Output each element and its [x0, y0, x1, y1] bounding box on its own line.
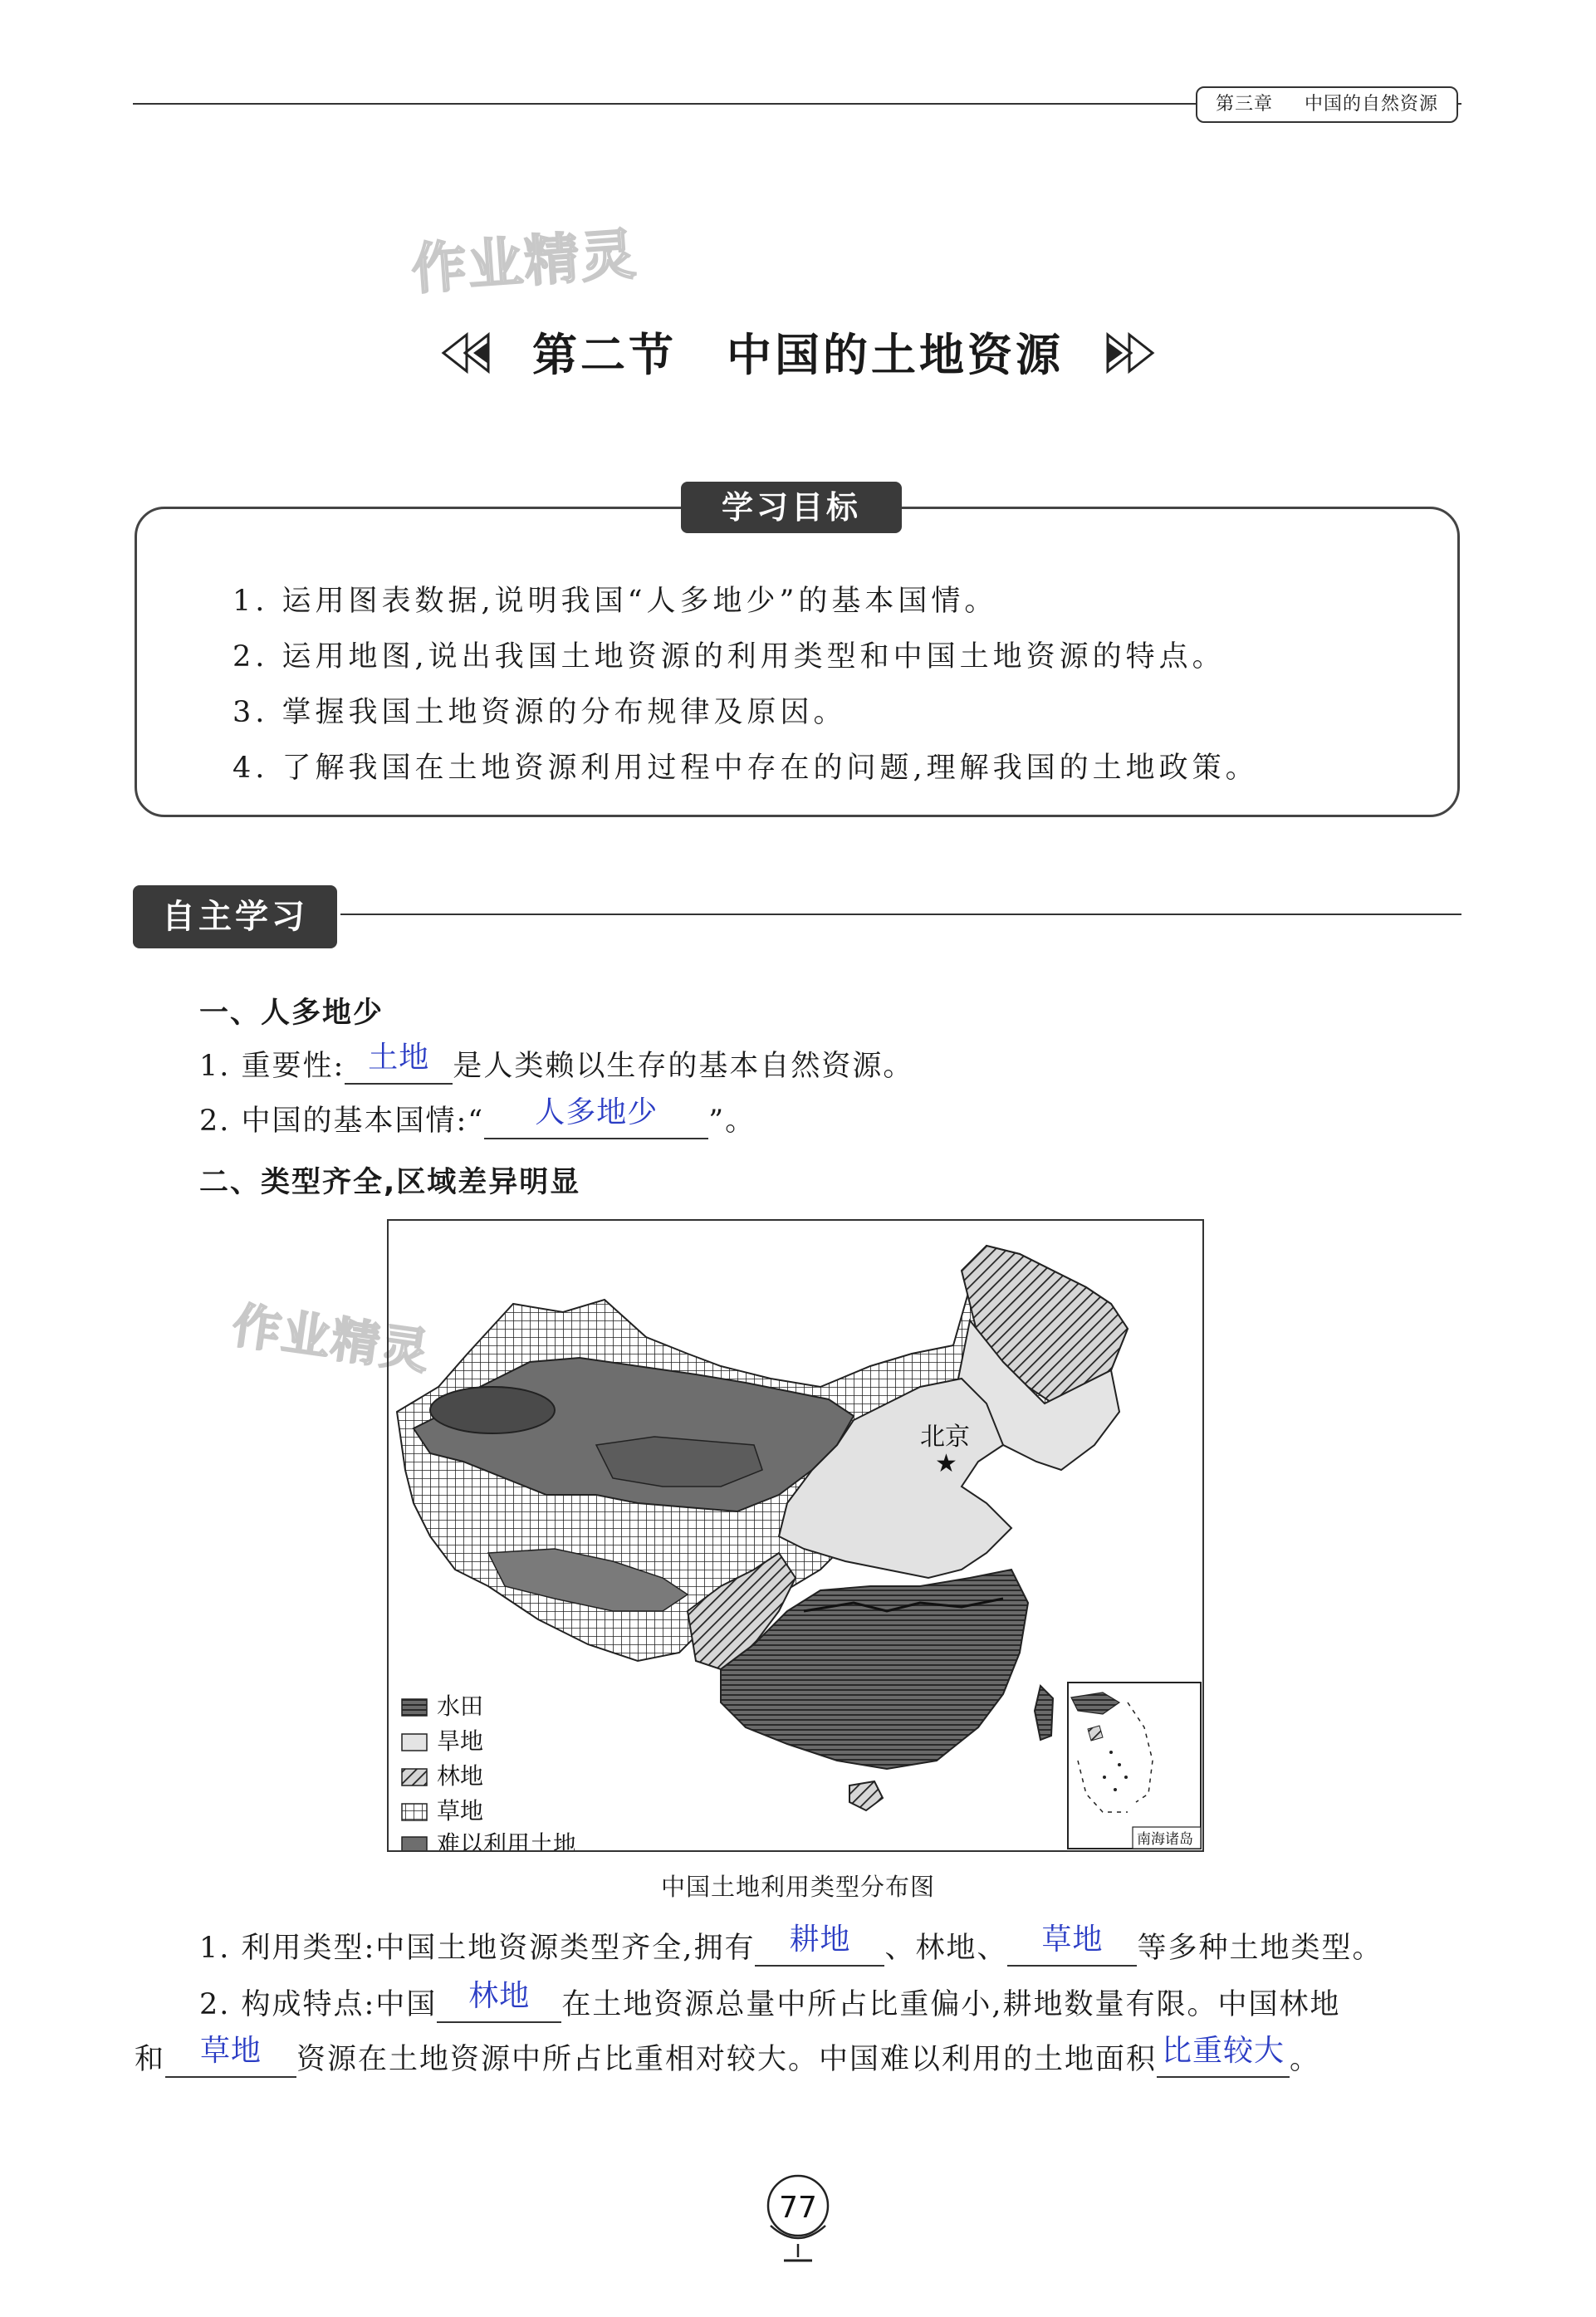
section-number: 第二节	[532, 329, 677, 381]
map-caption: 中国土地利用类型分布图	[660, 1873, 935, 1901]
handwritten-answer: 比重较大	[1162, 2034, 1285, 2068]
answer-blank[interactable]	[1007, 1923, 1137, 1967]
handwritten-answer: 耕地	[789, 1923, 851, 1957]
right-arrow-icon	[1098, 332, 1156, 374]
answer-blank[interactable]	[437, 1979, 561, 2023]
question-text: ”。	[708, 1105, 756, 1138]
question-text: 等多种土地类型。	[1137, 1932, 1383, 1965]
self-study-label: 自主学习	[133, 885, 337, 948]
legend-swatch-grassland	[402, 1804, 427, 1820]
inset-label: 南海诸岛	[1137, 1831, 1193, 1848]
handwritten-answer: 林地	[468, 1979, 531, 2013]
answer-blank[interactable]	[755, 1923, 884, 1967]
question-text: 、林地、	[884, 1932, 1008, 1965]
part2-question-1	[199, 1925, 1383, 1967]
taiwan-island	[1035, 1686, 1053, 1740]
handwritten-answer: 土地	[368, 1041, 430, 1075]
chapter-title: 中国的自然资源	[1305, 94, 1439, 115]
answer-blank[interactable]	[1157, 2034, 1290, 2078]
answer-blank[interactable]	[484, 1095, 708, 1139]
page-number: 77	[779, 2191, 817, 2225]
south-china-sea-inset	[1068, 1683, 1201, 1849]
unusable-land-plateau	[596, 1437, 762, 1487]
capital-label: 北京	[920, 1423, 970, 1452]
hainan-island	[849, 1781, 883, 1810]
legend-label: 林地	[437, 1762, 484, 1790]
watermark: 作业精灵	[228, 1296, 434, 1381]
part1-question-2	[199, 1095, 756, 1139]
legend-swatch-forest	[402, 1769, 427, 1786]
chapter-number: 第三章	[1215, 94, 1273, 115]
section-title	[0, 320, 1596, 384]
chapter-tag	[1196, 86, 1458, 123]
goals-label: 学习目标	[681, 482, 902, 533]
section-name: 中国的土地资源	[727, 329, 1064, 381]
goal-item: 1. 运用图表数据,说明我国“人多地少”的基本国情。	[233, 585, 998, 618]
basin-region	[430, 1387, 555, 1433]
question-text: 2. 构成特点:中国	[199, 1988, 438, 2021]
part2-heading: 二、类型齐全,区域差异明显	[199, 1166, 581, 1199]
answer-blank[interactable]	[165, 2034, 296, 2078]
question-text: 1. 利用类型:中国土地资源类型齐全,拥有	[199, 1932, 756, 1965]
question-text: 是人类赖以生存的基本自然资源。	[453, 1050, 914, 1083]
legend-label: 旱地	[437, 1727, 484, 1755]
land-use-map	[387, 1219, 1204, 1852]
question-text: 1. 重要性:	[199, 1050, 345, 1083]
part1-heading: 一、人多地少	[199, 997, 384, 1030]
question-text: 。	[1290, 2043, 1321, 2076]
goal-item: 4. 了解我国在土地资源利用过程中存在的问题,理解我国的土地政策。	[233, 752, 1259, 785]
handwritten-answer: 人多地少	[535, 1095, 658, 1129]
legend-swatch-unusable	[402, 1837, 427, 1850]
watermark: 作业精灵	[409, 222, 639, 302]
answer-blank[interactable]	[345, 1041, 453, 1085]
question-text: 资源在土地资源中所占比重相对较大。中国难以利用的土地面积	[296, 2043, 1158, 2076]
question-text: 和	[135, 2043, 166, 2076]
goal-item: 3. 掌握我国土地资源的分布规律及原因。	[233, 696, 847, 729]
legend-label: 难以利用土地	[437, 1830, 577, 1850]
goal-item: 2. 运用地图,说出我国土地资源的利用类型和中国土地资源的特点。	[233, 640, 1226, 674]
question-text: 在土地资源总量中所占比重偏小,耕地数量有限。中国林地	[561, 1988, 1341, 2021]
part2-question-2	[199, 1981, 1340, 2023]
question-text: 2. 中国的基本国情:“	[199, 1105, 485, 1138]
legend-swatch-paddy	[402, 1699, 427, 1716]
handwritten-answer: 草地	[1041, 1923, 1104, 1957]
part2-question-2-continued	[135, 2036, 1320, 2078]
capital-star-icon: ★	[935, 1449, 957, 1478]
legend-swatch-dryland	[402, 1734, 427, 1751]
map-graphic	[389, 1221, 1202, 1850]
page-number-badge	[761, 2168, 835, 2267]
handwritten-answer: 草地	[200, 2034, 262, 2068]
part1-question-1	[199, 1043, 913, 1085]
legend-label: 草地	[437, 1797, 484, 1825]
self-study-rule	[340, 914, 1461, 915]
map-legend	[402, 1692, 576, 1850]
globe-stand-icon	[761, 2168, 835, 2267]
legend-label: 水田	[437, 1692, 484, 1720]
